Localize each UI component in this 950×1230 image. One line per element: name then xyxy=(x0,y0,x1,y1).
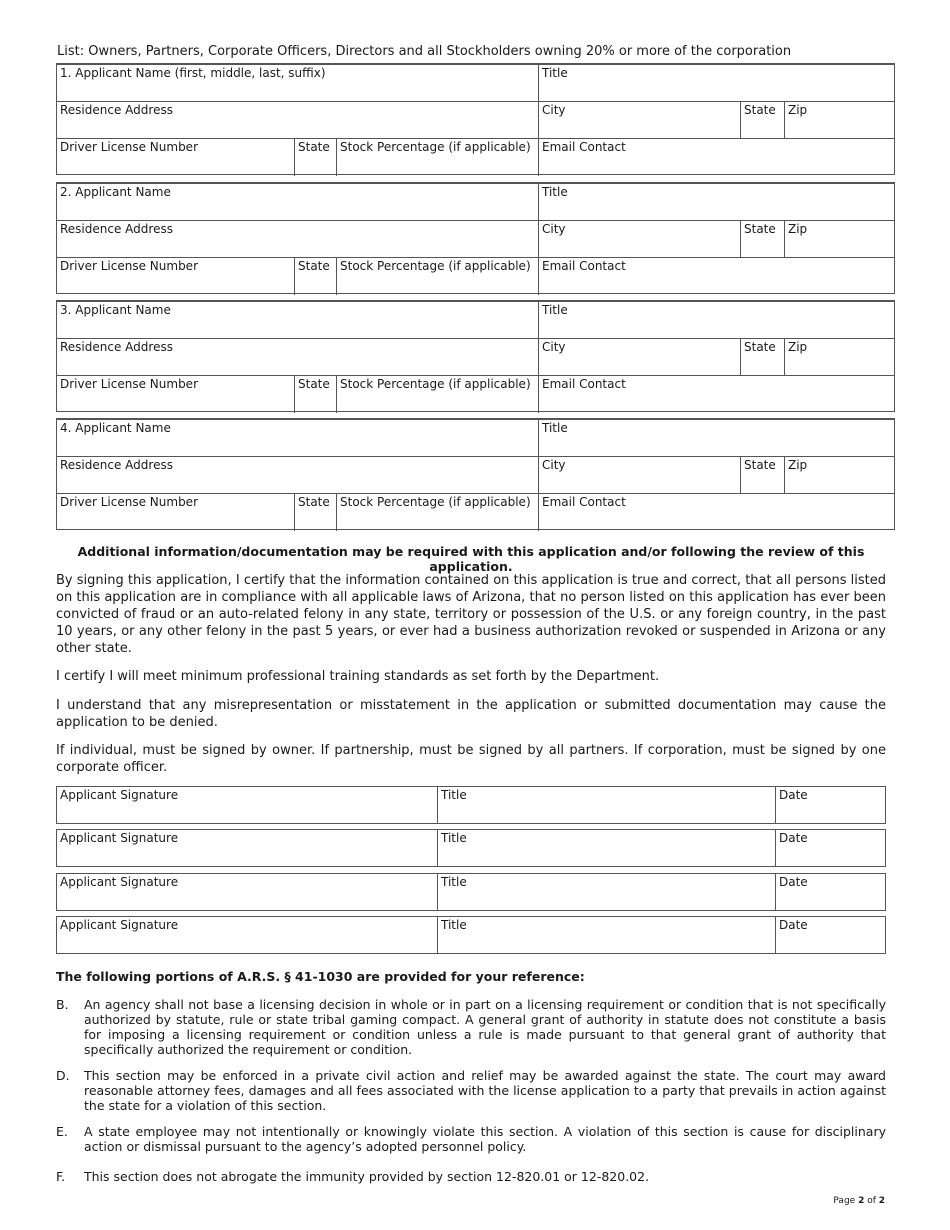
residence-address-field[interactable]: Residence Address xyxy=(60,103,173,117)
signature-title-field[interactable]: Title xyxy=(437,874,775,910)
item-letter: B. xyxy=(56,997,69,1012)
state-field[interactable]: State xyxy=(740,221,784,257)
applicant-name-field[interactable]: 1. Applicant Name (first, middle, last, suffix) xyxy=(60,66,326,80)
driver-license-field[interactable]: Driver License Number xyxy=(60,259,198,273)
item-text: This section does not abrogate the immunity provided by section 12-820.01 or 12-820.02. xyxy=(84,1169,650,1184)
email-contact-field[interactable]: Email Contact xyxy=(538,494,894,531)
residence-address-field[interactable]: Residence Address xyxy=(60,340,173,354)
signing-rules-paragraph: If individual, must be signed by owner. If partnership, must be signed by all partners. If corporation, must be signed by one corporate officer. xyxy=(56,743,886,775)
statute-reference-title: The following portions of A.R.S. § 41-1030 are provided for your reference: xyxy=(56,969,585,984)
driver-license-field[interactable]: Driver License Number xyxy=(60,140,198,154)
page-total: 2 xyxy=(878,1196,885,1206)
applicant-block-3 xyxy=(56,300,895,412)
item-letter: D. xyxy=(56,1068,70,1083)
city-field[interactable]: City xyxy=(538,339,740,375)
training-paragraph: I certify I will meet minimum professional training standards as set forth by the Department. xyxy=(56,669,660,684)
signature-date-field[interactable]: Date xyxy=(775,874,885,910)
zip-field[interactable]: Zip xyxy=(784,221,894,257)
stock-percentage-field[interactable]: Stock Percentage (if applicable) xyxy=(336,376,538,413)
driver-license-field[interactable]: Driver License Number xyxy=(60,495,198,509)
applicant-name-field[interactable]: 2. Applicant Name xyxy=(60,185,171,199)
stock-percentage-field[interactable]: Stock Percentage (if applicable) xyxy=(336,258,538,295)
email-contact-field[interactable]: Email Contact xyxy=(538,139,894,176)
signature-row-4 xyxy=(56,916,886,954)
state-field[interactable]: State xyxy=(740,457,784,493)
item-letter: F. xyxy=(56,1169,66,1184)
title-field[interactable]: Title xyxy=(538,65,894,101)
city-field[interactable]: City xyxy=(538,457,740,493)
page-current: 2 xyxy=(858,1196,865,1206)
applicant-signature-field[interactable]: Applicant Signature xyxy=(60,875,179,889)
state-field[interactable]: State xyxy=(740,102,784,138)
applicant-block-4 xyxy=(56,418,895,530)
stock-percentage-field[interactable]: Stock Percentage (if applicable) xyxy=(336,494,538,531)
signature-date-field[interactable]: Date xyxy=(775,830,885,866)
statute-item-f xyxy=(56,1169,886,1184)
statute-item-d xyxy=(56,1068,886,1113)
signature-title-field[interactable]: Title xyxy=(437,787,775,823)
dl-state-field[interactable]: State xyxy=(294,376,336,413)
signature-row-1 xyxy=(56,786,886,824)
statute-item-e xyxy=(56,1124,886,1154)
item-letter: E. xyxy=(56,1124,68,1139)
signature-row-3 xyxy=(56,873,886,911)
signature-title-field[interactable]: Title xyxy=(437,917,775,953)
title-field[interactable]: Title xyxy=(538,420,894,456)
city-field[interactable]: City xyxy=(538,102,740,138)
certification-paragraph: By signing this application, I certify that the information contained on this application is true and correct, that all persons listed on this application are in compliance with all applicable laws of Arizona, that no person listed on this application has ever been convicted of fraud or an auto-related felony in any state, territory or possession of the U.S. or any foreign country, in the past 10 years, or any other felony in the past 5 years, or ever had a business authorization revoked or suspended in Arizona or any other state. xyxy=(56,573,886,656)
statute-item-b xyxy=(56,997,886,1057)
page-prefix: Page xyxy=(833,1196,859,1206)
zip-field[interactable]: Zip xyxy=(784,339,894,375)
state-field[interactable]: State xyxy=(740,339,784,375)
email-contact-field[interactable]: Email Contact xyxy=(538,376,894,413)
applicant-signature-field[interactable]: Applicant Signature xyxy=(60,918,179,932)
city-field[interactable]: City xyxy=(538,221,740,257)
stock-percentage-field[interactable]: Stock Percentage (if applicable) xyxy=(336,139,538,176)
signature-row-2 xyxy=(56,829,886,867)
dl-state-field[interactable]: State xyxy=(294,494,336,531)
signature-date-field[interactable]: Date xyxy=(775,917,885,953)
residence-address-field[interactable]: Residence Address xyxy=(60,222,173,236)
applicant-block-1 xyxy=(56,63,895,175)
signature-title-field[interactable]: Title xyxy=(437,830,775,866)
item-text: A state employee may not intentionally or knowingly violate this section. A violation of this section is cause for disciplinary action or dismissal pursuant to the agency’s adopted personnel policy. xyxy=(84,1124,886,1154)
item-text: This section may be enforced in a private civil action and relief may be awarded against the state. The court may award reasonable attorney fees, damages and all fees associated with the license application to a party that prevails in action against the state for a violation of this section. xyxy=(84,1068,886,1113)
title-field[interactable]: Title xyxy=(538,184,894,220)
additional-info-notice: Additional information/documentation may be required with this application and/or following the review of this application. xyxy=(77,544,865,574)
applicant-block-2 xyxy=(56,182,895,294)
misrepresentation-paragraph: I understand that any misrepresentation or misstatement in the application or submitted documentation may cause the application to be denied. xyxy=(56,698,886,730)
applicant-name-field[interactable]: 3. Applicant Name xyxy=(60,303,171,317)
applicant-name-field[interactable]: 4. Applicant Name xyxy=(60,421,171,435)
residence-address-field[interactable]: Residence Address xyxy=(60,458,173,472)
page-of: of xyxy=(864,1196,879,1206)
item-text: An agency shall not base a licensing decision in whole or in part on a licensing requirement or condition that is not specifically authorized by statute, rule or state tribal gaming compact. A general grant of authority in statute does not constitute a basis for imposing a licensing requirement or condition unless a rule is made pursuant to that general grant of authority that specifically authorized the requirement or condition. xyxy=(84,997,886,1057)
page-number xyxy=(833,1196,885,1206)
list-instructions: List: Owners, Partners, Corporate Officers, Directors and all Stockholders owning 20% or more of the corporation xyxy=(57,44,792,59)
email-contact-field[interactable]: Email Contact xyxy=(538,258,894,295)
dl-state-field[interactable]: State xyxy=(294,258,336,295)
dl-state-field[interactable]: State xyxy=(294,139,336,176)
driver-license-field[interactable]: Driver License Number xyxy=(60,377,198,391)
applicant-signature-field[interactable]: Applicant Signature xyxy=(60,831,179,845)
signature-date-field[interactable]: Date xyxy=(775,787,885,823)
zip-field[interactable]: Zip xyxy=(784,102,894,138)
zip-field[interactable]: Zip xyxy=(784,457,894,493)
title-field[interactable]: Title xyxy=(538,302,894,338)
applicant-signature-field[interactable]: Applicant Signature xyxy=(60,788,179,802)
